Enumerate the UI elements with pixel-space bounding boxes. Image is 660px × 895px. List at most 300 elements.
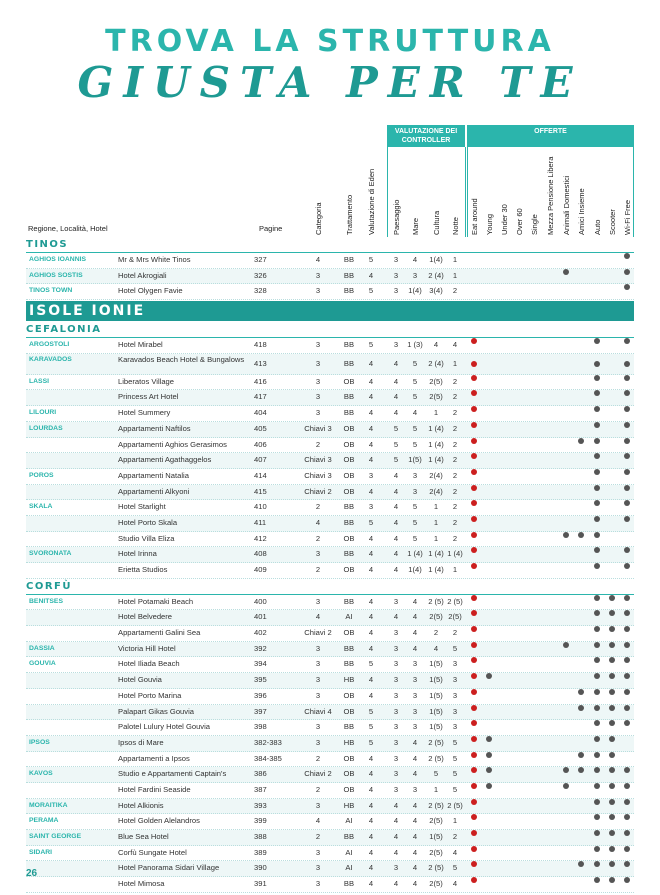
row-mare: 3: [412, 486, 418, 496]
row-cultura: 1: [433, 533, 439, 543]
row-eden-rating: 4: [368, 847, 374, 857]
row-notte: 2: [452, 517, 458, 527]
row-paesaggio: 4: [393, 358, 399, 368]
row-hotel: Appartamenti a Ipsos: [118, 753, 190, 763]
row-cultura: 2(5): [429, 847, 443, 857]
offer-dot-8: [594, 846, 600, 852]
row-mare: 3: [412, 270, 418, 280]
title-line-1: TROVA LA STRUTTURA: [105, 24, 555, 59]
row-page: 412: [254, 533, 267, 543]
offer-dot-0: [471, 657, 477, 663]
row-category: 3: [315, 408, 321, 418]
row-cultura: 5: [433, 769, 439, 779]
table-row: [26, 453, 634, 469]
offer-dot-10: [624, 767, 630, 773]
offer-dot-9: [609, 830, 615, 836]
header-offer-3: Over 60: [515, 208, 524, 235]
row-eden-rating: 4: [368, 643, 374, 653]
table-row: [26, 705, 634, 721]
row-mare: 4: [412, 737, 418, 747]
table-row: [26, 563, 634, 579]
row-eden-rating: 4: [368, 596, 374, 606]
row-page: 382-383: [254, 737, 282, 747]
header-divider: [465, 147, 466, 237]
header-controller-3: Notte: [451, 217, 460, 235]
row-paesaggio: 3: [393, 753, 399, 763]
row-page: 394: [254, 659, 267, 669]
row-cultura: 1(4): [429, 255, 443, 264]
row-page: 415: [254, 486, 267, 496]
row-hotel: Princess Art Hotel: [118, 392, 179, 402]
row-category: 3: [315, 690, 321, 700]
offer-dot-10: [624, 284, 630, 290]
header-offer-4: Single: [530, 214, 539, 235]
row-hotel: Hotel Mimosa: [118, 879, 165, 889]
row-notte: 2: [452, 832, 458, 841]
header-divider: [387, 147, 388, 237]
row-category: 3: [315, 659, 321, 669]
row-page: 414: [254, 470, 267, 480]
row-category: Chiavi 3: [304, 470, 332, 480]
row-paesaggio: 3: [393, 270, 399, 280]
offer-dot-8: [594, 438, 600, 444]
table-row: [26, 626, 634, 642]
offer-dot-10: [624, 547, 630, 553]
table-row: [26, 516, 634, 532]
row-category: 3: [315, 722, 321, 732]
row-eden-rating: 4: [368, 358, 374, 368]
offer-dot-10: [624, 595, 630, 601]
offer-dot-0: [471, 547, 477, 553]
table-row: [26, 720, 634, 736]
offer-dot-0: [471, 814, 477, 820]
row-hotel: Erietta Studios: [118, 565, 168, 574]
row-notte: 5: [452, 784, 458, 794]
row-hotel: Hotel Porto Marina: [118, 690, 182, 700]
row-page: 328: [254, 286, 267, 296]
offer-dot-9: [609, 752, 615, 758]
offer-dot-10: [624, 814, 630, 820]
offer-dot-10: [624, 338, 630, 344]
offer-dot-8: [594, 705, 600, 711]
offer-dot-9: [609, 673, 615, 679]
row-page: 406: [254, 439, 267, 449]
row-page: 327: [254, 255, 267, 264]
hotel-table: [26, 237, 634, 893]
row-paesaggio: 5: [393, 455, 399, 465]
row-paesaggio: 4: [393, 502, 399, 512]
row-paesaggio: 3: [393, 286, 399, 296]
offer-dot-8: [594, 830, 600, 836]
row-cultura: 2 (5): [428, 737, 444, 747]
offer-dot-9: [609, 736, 615, 742]
row-eden-rating: 5: [368, 659, 374, 669]
row-cultura: 2(5): [429, 816, 443, 826]
row-mare: 4: [412, 863, 418, 873]
row-notte: 2 (5): [447, 800, 463, 810]
row-page: 404: [254, 408, 267, 418]
row-category: 2: [315, 439, 321, 449]
row-eden-rating: 4: [368, 832, 374, 841]
row-paesaggio: 4: [393, 470, 399, 480]
row-region: ARGOSTOLI: [29, 341, 70, 349]
table-row: [26, 830, 634, 846]
offer-dot-10: [624, 516, 630, 522]
row-category: 3: [315, 358, 321, 368]
offer-dot-7: [578, 767, 584, 773]
row-cultura: 1(5): [429, 675, 443, 685]
header-controller-2: Cultura: [432, 210, 441, 235]
section-header-corf-: CORFÙ: [26, 579, 634, 595]
row-notte: 2(5): [448, 612, 462, 622]
row-treatment: HB: [343, 800, 355, 810]
row-eden-rating: 5: [368, 517, 374, 527]
row-category: Chiavi 3: [304, 455, 332, 465]
row-hotel: Karavados Beach Hotel & Bungalows: [118, 354, 245, 364]
table-row: [26, 500, 634, 516]
row-notte: 2 (5): [447, 596, 463, 606]
row-category: 3: [315, 847, 321, 857]
row-cultura: 1(5): [429, 659, 443, 669]
row-hotel: Corfù Sungate Hotel: [118, 847, 187, 857]
header-offer-6: Animali Domestici: [562, 175, 571, 235]
row-hotel: Palotel Lulury Hotel Gouvia: [118, 722, 211, 732]
row-cultura: 2 (5): [428, 800, 444, 810]
row-region: KAVOS: [29, 770, 53, 778]
row-region: LILOURI: [29, 409, 57, 417]
table-row: [26, 783, 634, 799]
offer-dot-8: [594, 485, 600, 491]
row-mare: 1 (3): [407, 340, 423, 350]
header-pages: Pagine: [259, 224, 283, 233]
offer-dot-0: [471, 500, 477, 506]
row-mare: 4: [412, 832, 418, 841]
offer-dot-9: [609, 626, 615, 632]
row-region: MORAITIKA: [29, 801, 68, 809]
row-treatment: OB: [343, 784, 355, 794]
row-cultura: 1(5): [429, 722, 443, 732]
row-cultura: 2(5): [429, 392, 443, 402]
row-category: Chiavi 2: [304, 486, 332, 496]
row-cultura: 1: [433, 517, 439, 527]
row-category: 3: [315, 392, 321, 402]
offer-dot-8: [594, 657, 600, 663]
header-offer-10: Wi-Fi Free: [623, 200, 632, 235]
offer-dot-0: [471, 595, 477, 601]
offer-dot-10: [624, 422, 630, 428]
offer-dot-10: [624, 689, 630, 695]
row-hotel: Hotel Starlight: [118, 502, 166, 512]
row-hotel: Hotel Alkionis: [118, 800, 164, 810]
row-cultura: 1: [433, 408, 439, 418]
row-page: 413: [254, 358, 267, 368]
row-notte: 4: [452, 340, 458, 350]
row-eden-rating: 4: [368, 863, 374, 873]
row-cultura: 1 (4): [428, 439, 444, 449]
row-paesaggio: 5: [393, 439, 399, 449]
offer-dot-8: [594, 390, 600, 396]
offer-dot-0: [471, 453, 477, 459]
offer-dot-7: [578, 532, 584, 538]
row-notte: 3: [452, 675, 458, 685]
row-paesaggio: 3: [393, 643, 399, 653]
row-page: 418: [254, 340, 267, 350]
row-cultura: 1: [433, 502, 439, 512]
row-cultura: 1(5): [429, 832, 443, 841]
row-cultura: 2 (5): [428, 753, 444, 763]
offer-dot-0: [471, 626, 477, 632]
row-treatment: BB: [343, 549, 355, 559]
table-row: [26, 469, 634, 485]
offer-dot-7: [578, 752, 584, 758]
offer-dot-8: [594, 610, 600, 616]
row-treatment: OB: [343, 439, 355, 449]
row-notte: 1: [452, 816, 458, 826]
row-mare: 1(4): [408, 565, 422, 574]
row-page: 416: [254, 376, 267, 386]
offer-dot-10: [624, 610, 630, 616]
offer-dot-8: [594, 500, 600, 506]
row-category: 3: [315, 643, 321, 653]
offer-dot-9: [609, 595, 615, 601]
row-category: 3: [315, 737, 321, 747]
table-row: [26, 799, 634, 815]
row-region: BENITSES: [29, 597, 63, 605]
table-row: [26, 253, 634, 269]
offer-dot-8: [594, 689, 600, 695]
offer-dot-10: [624, 830, 630, 836]
row-mare: 5: [412, 439, 418, 449]
row-hotel: Ipsos di Mare: [118, 737, 164, 747]
row-eden-rating: 4: [368, 675, 374, 685]
offer-dot-0: [471, 516, 477, 522]
row-page: 386: [254, 769, 267, 779]
offer-dot-10: [624, 642, 630, 648]
row-treatment: AI: [345, 847, 353, 857]
row-page: 398: [254, 722, 267, 732]
row-category: 2: [315, 502, 321, 512]
row-eden-rating: 4: [368, 486, 374, 496]
header-region: Regione, Località, Hotel: [28, 224, 108, 233]
row-region: SIDARI: [29, 848, 53, 856]
row-treatment: BB: [343, 643, 355, 653]
row-mare: 4: [412, 753, 418, 763]
row-cultura: 4: [433, 643, 439, 653]
row-treatment: AI: [345, 612, 353, 622]
offer-dot-0: [471, 406, 477, 412]
offer-dot-0: [471, 610, 477, 616]
row-treatment: BB: [343, 270, 355, 280]
row-cultura: 2 (4): [428, 270, 444, 280]
table-row: [26, 284, 634, 300]
row-notte: 5: [452, 753, 458, 763]
offer-dot-1: [486, 752, 492, 758]
offer-dot-8: [594, 642, 600, 648]
table-header: [0, 125, 660, 237]
row-treatment: HB: [343, 737, 355, 747]
row-category: 3: [315, 340, 321, 350]
row-treatment: AI: [345, 863, 353, 873]
row-paesaggio: 3: [393, 722, 399, 732]
row-paesaggio: 3: [393, 784, 399, 794]
row-hotel: Appartamenti Aghios Gerasimos: [118, 439, 227, 449]
row-paesaggio: 4: [393, 565, 399, 574]
offer-dot-0: [471, 390, 477, 396]
row-paesaggio: 4: [393, 549, 399, 559]
row-mare: 3: [412, 706, 418, 716]
row-treatment: OB: [343, 486, 355, 496]
row-category: 3: [315, 863, 321, 873]
row-mare: 5: [412, 502, 418, 512]
offer-dot-8: [594, 877, 600, 883]
offer-dot-8: [594, 720, 600, 726]
row-paesaggio: 4: [393, 392, 399, 402]
row-treatment: OB: [343, 470, 355, 480]
row-category: 3: [315, 286, 321, 296]
header-offer-2: Under 30: [500, 204, 509, 235]
offer-dot-10: [624, 720, 630, 726]
offer-dot-0: [471, 736, 477, 742]
offer-dot-0: [471, 532, 477, 538]
offer-dot-0: [471, 752, 477, 758]
row-paesaggio: 3: [393, 737, 399, 747]
offer-dot-0: [471, 338, 477, 344]
row-mare: 3: [412, 470, 418, 480]
row-notte: 5: [452, 863, 458, 873]
row-hotel: Liberatos Village: [118, 376, 175, 386]
row-cultura: 1: [433, 784, 439, 794]
row-treatment: BB: [343, 517, 355, 527]
offer-dot-0: [471, 469, 477, 475]
table-row: [26, 642, 634, 658]
row-treatment: BB: [343, 255, 355, 264]
row-cultura: 2 (5): [428, 596, 444, 606]
section-header-cefalonia: CEFALONIA: [26, 322, 634, 338]
row-notte: 1: [452, 270, 458, 280]
row-paesaggio: 3: [393, 706, 399, 716]
row-paesaggio: 3: [393, 769, 399, 779]
header-controller-1: Mare: [411, 217, 420, 235]
offer-dot-0: [471, 877, 477, 883]
row-notte: 1 (4): [447, 549, 463, 559]
row-category: Chiavi 2: [304, 628, 332, 638]
row-mare: 1(5): [408, 455, 422, 465]
title-line-2: GIUSTA PER TE: [77, 58, 583, 107]
row-paesaggio: 3: [393, 340, 399, 350]
offer-dot-0: [471, 783, 477, 789]
row-hotel: Hotel Panorama Sidari Village: [118, 863, 220, 873]
header-category: Categoria: [314, 202, 323, 235]
row-eden-rating: 4: [368, 690, 374, 700]
row-hotel: Hotel Golden Alelandros: [118, 816, 200, 826]
row-eden-rating: 5: [368, 286, 374, 296]
offer-dot-7: [578, 705, 584, 711]
row-cultura: 1 (4): [428, 423, 444, 433]
offer-dot-0: [471, 485, 477, 491]
row-treatment: BB: [343, 879, 355, 889]
row-treatment: OB: [343, 690, 355, 700]
row-notte: 2: [452, 628, 458, 638]
row-mare: 5: [412, 392, 418, 402]
row-cultura: 1 (4): [428, 455, 444, 465]
row-paesaggio: 4: [393, 517, 399, 527]
offer-dot-8: [594, 469, 600, 475]
offer-dot-10: [624, 877, 630, 883]
header-offer-0: Eat around: [470, 198, 479, 235]
row-hotel: Hotel Belvedere: [118, 612, 173, 622]
header-offer-8: Auto: [593, 219, 602, 235]
row-eden-rating: 4: [368, 784, 374, 794]
row-page: 384-385: [254, 753, 282, 763]
row-paesaggio: 4: [393, 376, 399, 386]
table-row: [26, 390, 634, 406]
offer-dot-1: [486, 767, 492, 773]
row-treatment: BB: [343, 596, 355, 606]
table-row: [26, 689, 634, 705]
offer-dot-10: [624, 799, 630, 805]
offer-dot-10: [624, 253, 630, 259]
offer-dot-7: [578, 689, 584, 695]
offer-dot-10: [624, 783, 630, 789]
row-notte: 4: [452, 847, 458, 857]
row-treatment: OB: [343, 376, 355, 386]
row-eden-rating: 5: [368, 255, 374, 264]
row-category: 2: [315, 565, 321, 574]
row-hotel: Blue Sea Hotel: [118, 832, 169, 841]
row-mare: 4: [412, 847, 418, 857]
offer-dot-8: [594, 767, 600, 773]
offer-dot-0: [471, 861, 477, 867]
row-hotel: Hotel Irinna: [118, 549, 157, 559]
offer-dot-6: [563, 532, 569, 538]
offer-dot-9: [609, 783, 615, 789]
table-row: [26, 814, 634, 830]
row-mare: 5: [412, 376, 418, 386]
row-cultura: 2(5): [429, 612, 443, 622]
offer-dot-9: [609, 657, 615, 663]
row-page: 391: [254, 879, 267, 889]
row-cultura: 2: [433, 628, 439, 638]
row-eden-rating: 4: [368, 612, 374, 622]
offer-dot-0: [471, 799, 477, 805]
row-hotel: Appartamenti Agathaggelos: [118, 455, 212, 465]
row-page: 389: [254, 847, 267, 857]
offer-dot-9: [609, 767, 615, 773]
row-eden-rating: 4: [368, 549, 374, 559]
section-header-isole-ionie: ISOLE IONIE: [26, 301, 634, 321]
row-cultura: 1(5): [429, 690, 443, 700]
row-region: LOURDAS: [29, 424, 63, 432]
header-divider: [467, 147, 468, 237]
row-mare: 3: [412, 722, 418, 732]
offer-dot-0: [471, 375, 477, 381]
row-mare: 4: [412, 643, 418, 653]
row-mare: 4: [412, 628, 418, 638]
row-hotel: Victoria Hill Hotel: [118, 643, 176, 653]
offer-dot-0: [471, 642, 477, 648]
row-cultura: 4: [433, 340, 439, 350]
row-hotel: Appartamenti Naftilos: [118, 423, 191, 433]
row-category: 2: [315, 533, 321, 543]
row-mare: 4: [412, 800, 418, 810]
row-treatment: BB: [343, 392, 355, 402]
row-category: 3: [315, 675, 321, 685]
row-eden-rating: 4: [368, 270, 374, 280]
row-hotel: Appartamenti Alkyoni: [118, 486, 190, 496]
offer-dot-10: [624, 861, 630, 867]
row-page: 400: [254, 596, 267, 606]
row-treatment: HB: [343, 675, 355, 685]
